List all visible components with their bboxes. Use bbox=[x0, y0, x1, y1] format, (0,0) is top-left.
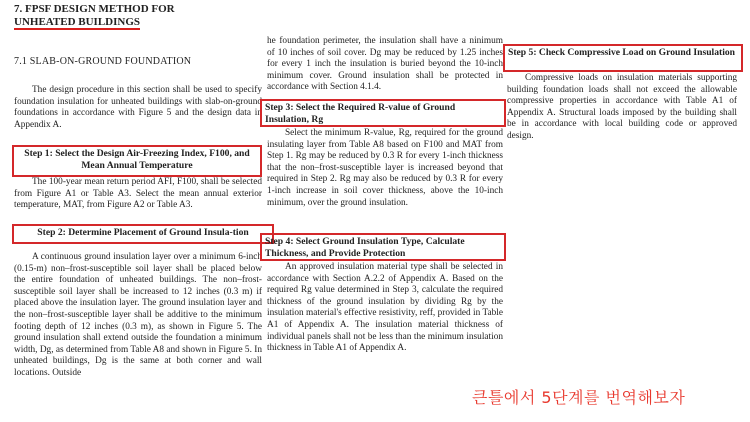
korean-annotation: 큰틀에서 5단계를 번역해보자 bbox=[472, 388, 686, 407]
step3-heading: Step 3: Select the Required R-value of Ground Insulation, Rg bbox=[265, 102, 456, 125]
section-heading bbox=[14, 3, 175, 29]
subsection-heading: 7.1 SLAB-ON-GROUND FOUNDATION bbox=[14, 56, 192, 67]
step3-heading-box bbox=[260, 99, 506, 127]
step3-body: Select the minimum R-value, Rg, required for the ground insulating layer from Table A8 based on F100 and MAT from Step 1. Rg may be reduced by 0.3 R for every 1-inch thickness that the non–frost-susceptible layer is increased beyond that required in Step 2. Rg may also be reduced by 0.3 R for every 1-inch increase in soil cover thickness, above the 10-inch minimum, over the ground insulation. bbox=[267, 128, 503, 208]
section-heading-highlight: UNHEATED BUILDINGS bbox=[14, 16, 141, 28]
step5-heading: Step 5: Check Compressive Load on Ground Insulation bbox=[508, 47, 736, 58]
step4-heading-box bbox=[260, 233, 506, 261]
col2-continuation: he foundation perimeter, the insulation shall have a ninimum of 10 inches of soil cover. Dg may be reduced by 1.25 inches for every 1 inch the insulation is buried beyond the 10-inch minimum cover. Ground insulation shall be protected in accordance with Section 4.1.4. bbox=[267, 36, 503, 93]
step1-heading: Step 1: Select the Design Air-Freezing Index, F100, and Mean Annual Temperature bbox=[24, 148, 250, 171]
step5-heading-box bbox=[503, 44, 743, 72]
column-2 bbox=[263, 0, 503, 422]
section-heading-prefix: 7. FPSF DESIGN METHOD FOR bbox=[14, 3, 175, 15]
column-3 bbox=[505, 0, 743, 422]
column-1 bbox=[14, 0, 262, 422]
step2-heading-box bbox=[12, 224, 274, 244]
intro-paragraph: The design procedure in this section shall be used to specify foundation insulation for unheated buildings with slab-on-ground foundations in accordance with Figure 5 and the design data in Appendix A. bbox=[14, 85, 262, 130]
step4-body: An approved insulation material type shall be selected in accordance with Section A.2.2 of Appendix A. Based on the required Rg value determined in Step 3, calculate the required thickness of the ground insulation by dividing Rg by the insulation material's effective resistivity, reff, provided in Table A1 of Appendix A. The insulation material thickness of individual panels shall not be less than the minimum insulation thickness in Table A1 of Appendix A. bbox=[267, 262, 503, 354]
step4-heading: Step 4: Select Ground Insulation Type, Calculate Thickness, and Provide Protection bbox=[265, 236, 465, 259]
step1-heading-box bbox=[12, 145, 262, 177]
step1-body: The 100-year mean return period AFI, F100, shall be selected from Figure A1 or Table A3. Select the mean annual exterior temperature, MAT, from Figure A2 or Table A3. bbox=[14, 177, 262, 211]
step5-body: Compressive loads on insulation materials supporting building foundation loads shall not exceed the allowable compressive properties in accordance with Table A1 of Appendix A. Structural loads imposed by the building shall be in accordance with local building code or approved design. bbox=[507, 73, 737, 141]
step2-heading: Step 2: Determine Placement of Ground Insula-tion bbox=[37, 227, 249, 238]
step2-body: A continuous ground insulation layer over a minimum 6-inch (0.15-m) non–frost-susceptible soil layer shall be placed below the entire foundation of unheated buildings. The non–frost-susceptible soil layer shall be increased to 12 inches (0.3 m) if placed above the insulation layer. The ground insulation layer and the non–frost-susceptible layer shall be additive to the minimum footing depth of 12 inches (0.3 m), as shown in Figure 5. The ground insulation shall extend outside the foundation a minimum width, Dg, as determined from Table A8 and shown in Figure 5. In unheated buildings, Dg is the same at both corner and wall locations. Outside bbox=[14, 252, 262, 378]
